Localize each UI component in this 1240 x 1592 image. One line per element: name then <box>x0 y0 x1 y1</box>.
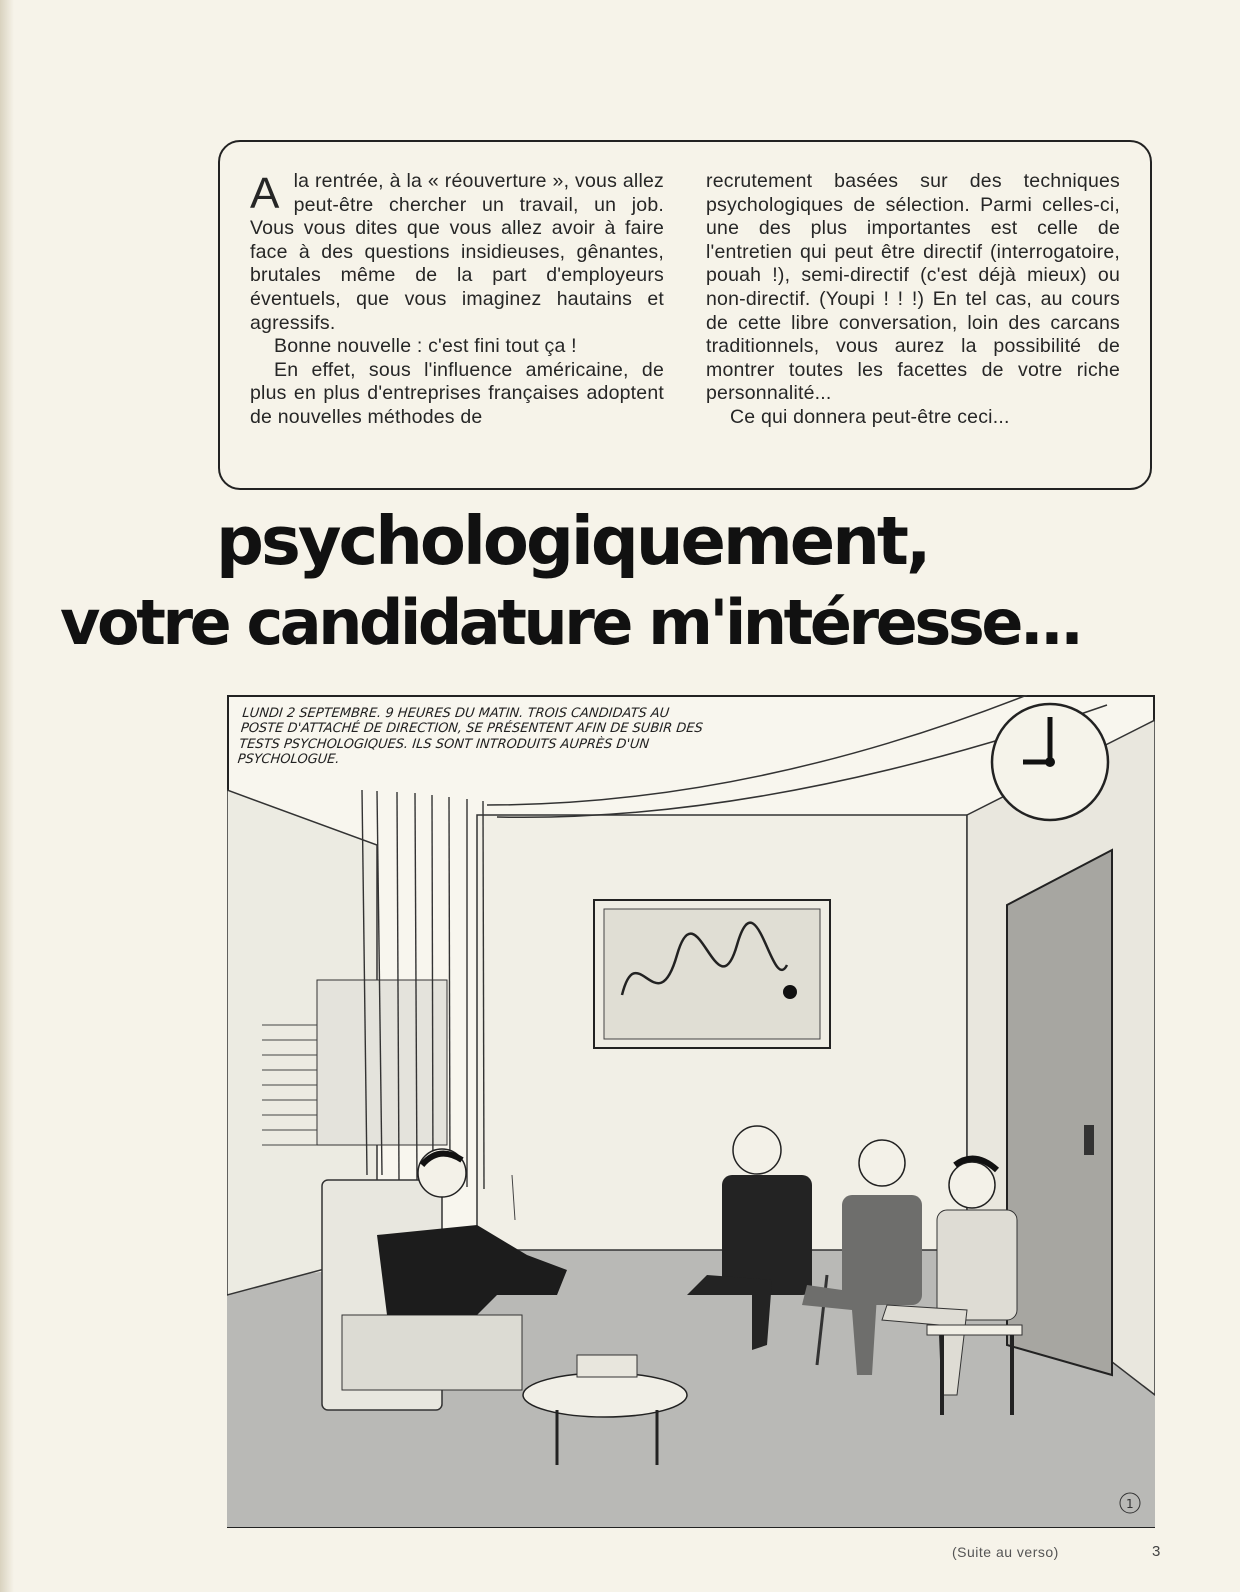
intro-column-2 <box>706 170 1120 488</box>
article-title-line-2: votre candidature m'intéresse... <box>60 586 1081 659</box>
wall-clock-icon <box>992 704 1108 820</box>
drop-cap: A <box>250 169 280 218</box>
page-number: 3 <box>1152 1543 1161 1560</box>
page-edge <box>0 0 14 1592</box>
cartoon-illustration <box>227 695 1155 1528</box>
wall-painting <box>594 900 830 1048</box>
door <box>1007 850 1112 1375</box>
panel-number: 1 <box>1126 1497 1134 1511</box>
intro-paragraph: Bonne nouvelle : c'est fini tout ça ! <box>274 335 577 358</box>
intro-paragraph: En effet, sous l'influence américaine, de plus en plus d'entreprises françaises adoptent de nouvelles méthodes de <box>250 358 664 428</box>
intro-paragraph: recrutement basées sur des techniques psychologiques de sélection. Parmi celles-ci, une des plus importantes est celle de l'entretien qui peut être directif (interrogatoire, pouah !), semi-directif (c'est déjà mieux) ou non-directif. (Youpi ! ! !) En tel cas, au cours de cette libre conversation, loin des carcans traditionnels, vous aurez la possibilité de montrer toutes les facettes de votre riche personnalité... <box>706 170 1120 405</box>
intro-paragraph: la rentrée, à la « réouverture », vous allez peut-être chercher un travail, un job. Vous vous dites que vous allez avoir à faire face à des questions insidieuses, gênantes, brutales même de la part d'employeurs éventuels, que vous imaginez hautains et agressifs. <box>250 170 664 334</box>
article-title-line-1: psychologiquement, <box>216 502 929 580</box>
intro-column-1 <box>250 170 664 488</box>
continued-note: (Suite au verso) <box>952 1544 1059 1560</box>
intro-box <box>218 140 1152 490</box>
intro-paragraph: Ce qui donnera peut-être ceci... <box>730 405 1010 428</box>
cartoon-caption: LUNDI 2 SEPTEMBRE. 9 HEURES DU MATIN. TROIS CANDIDATS AU POSTE D'ATTACHÉ DE DIRECTION, SE PRÉSENTENT AFIN DE SUBIR DES TESTS PSYCHOLOGIQUES. ILS SONT INTRODUITS AUPRÈS D'UN PSYCHOLOGUE. <box>236 706 704 767</box>
